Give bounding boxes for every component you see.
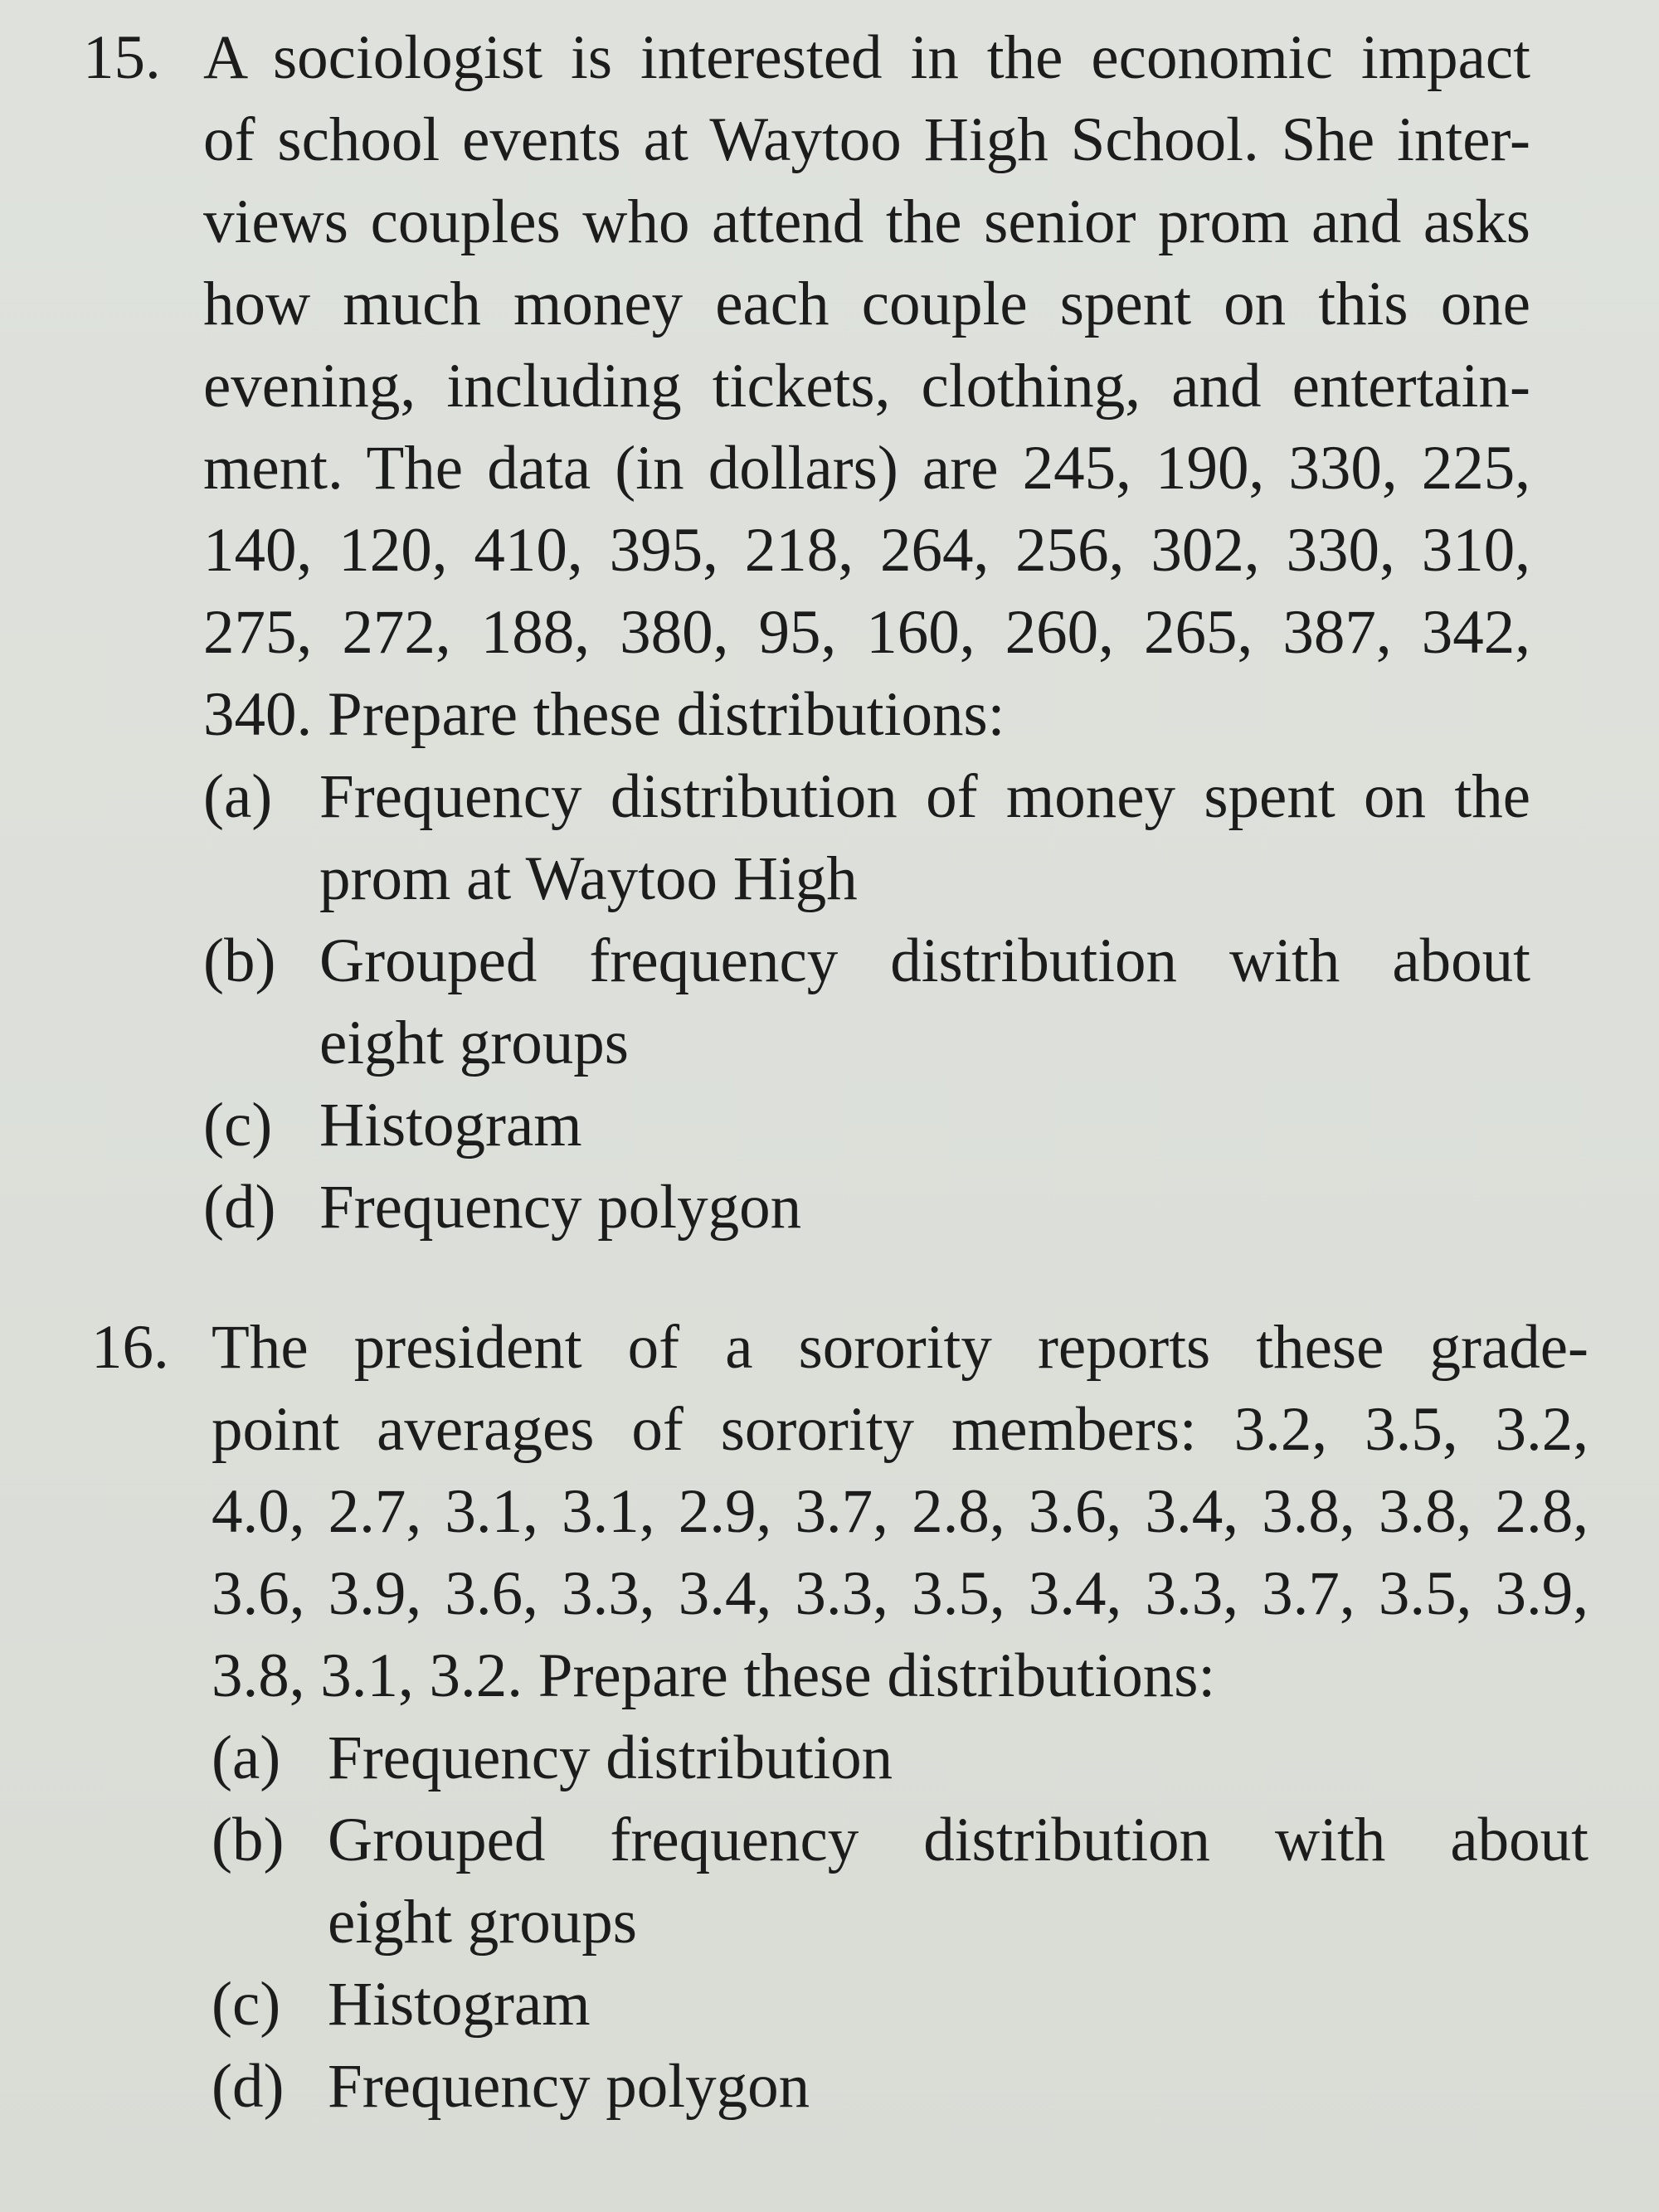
part-text-line: Grouped frequency distribution with about (328, 1806, 1588, 1874)
part-label: (d) (203, 1173, 276, 1242)
part-label: (d) (212, 2052, 285, 2121)
problem-text-line: 275, 272, 188, 380, 95, 160, 260, 265, 387, 342, (203, 598, 1530, 667)
problem-16 (91, 1306, 1588, 2127)
part-label: (b) (203, 926, 276, 995)
problem-text-line: of school events at Waytoo High School. She inter- (203, 105, 1530, 174)
part-b (203, 920, 1530, 1084)
problem-text-line: 340. Prepare these distributions: (203, 680, 1005, 749)
part-label: (b) (212, 1806, 285, 1874)
problem-parts (212, 1717, 1588, 2127)
problem-number: 16. (91, 1313, 169, 1382)
problem-text-line: ment. The data (in dollars) are 245, 190, 330, 225, (203, 434, 1530, 503)
problem-text-line: 4.0, 2.7, 3.1, 3.1, 2.9, 3.7, 2.8, 3.6, 3.4, 3.8, 3.8, 2.8, (212, 1477, 1588, 1546)
problem-text-line: views couples who attend the senior prom and asks (203, 187, 1530, 256)
problem-text-line: The president of a sorority reports these grade- (212, 1313, 1588, 1382)
problem-parts (203, 756, 1530, 1248)
problem-text-line: A sociologist is interested in the economic impact (203, 23, 1530, 92)
part-text-line: eight groups (328, 1888, 637, 1957)
part-text-line: Frequency polygon (328, 2052, 810, 2121)
problem-text-line: point averages of sorority members: 3.2, 3.5, 3.2, (212, 1395, 1588, 1464)
part-label: (c) (203, 1091, 273, 1159)
part-text-line: Frequency distribution of money spent on the (319, 762, 1530, 831)
problem-15 (83, 17, 1530, 1248)
part-text-line: Histogram (319, 1091, 582, 1159)
part-c (203, 1084, 1530, 1166)
part-label: (c) (212, 1970, 281, 2039)
problem-text-line: 140, 120, 410, 395, 218, 264, 256, 302, 330, 310, (203, 516, 1530, 585)
part-c (212, 1963, 1588, 2045)
part-label: (a) (203, 762, 273, 831)
part-text-line: Frequency distribution (328, 1723, 893, 1792)
problem-text-line: 3.8, 3.1, 3.2. Prepare these distributions: (212, 1641, 1216, 1710)
part-d (203, 1166, 1530, 1248)
part-a (203, 756, 1530, 920)
part-text-line: eight groups (319, 1009, 629, 1077)
part-b (212, 1799, 1588, 1963)
part-a (212, 1717, 1588, 1799)
problem-number: 15. (83, 23, 161, 92)
part-text-line: Grouped frequency distribution with about (319, 926, 1530, 995)
part-text-line: Frequency polygon (319, 1173, 802, 1242)
part-d (212, 2045, 1588, 2127)
problem-text-line: evening, including tickets, clothing, and entertain- (203, 352, 1530, 421)
problem-text-line: 3.6, 3.9, 3.6, 3.3, 3.4, 3.3, 3.5, 3.4, 3.3, 3.7, 3.5, 3.9, (212, 1559, 1588, 1628)
part-text-line: Histogram (328, 1970, 591, 2039)
part-label: (a) (212, 1723, 281, 1792)
part-text-line: prom at Waytoo High (319, 844, 858, 913)
problem-text-line: how much money each couple spent on this one (203, 270, 1530, 338)
